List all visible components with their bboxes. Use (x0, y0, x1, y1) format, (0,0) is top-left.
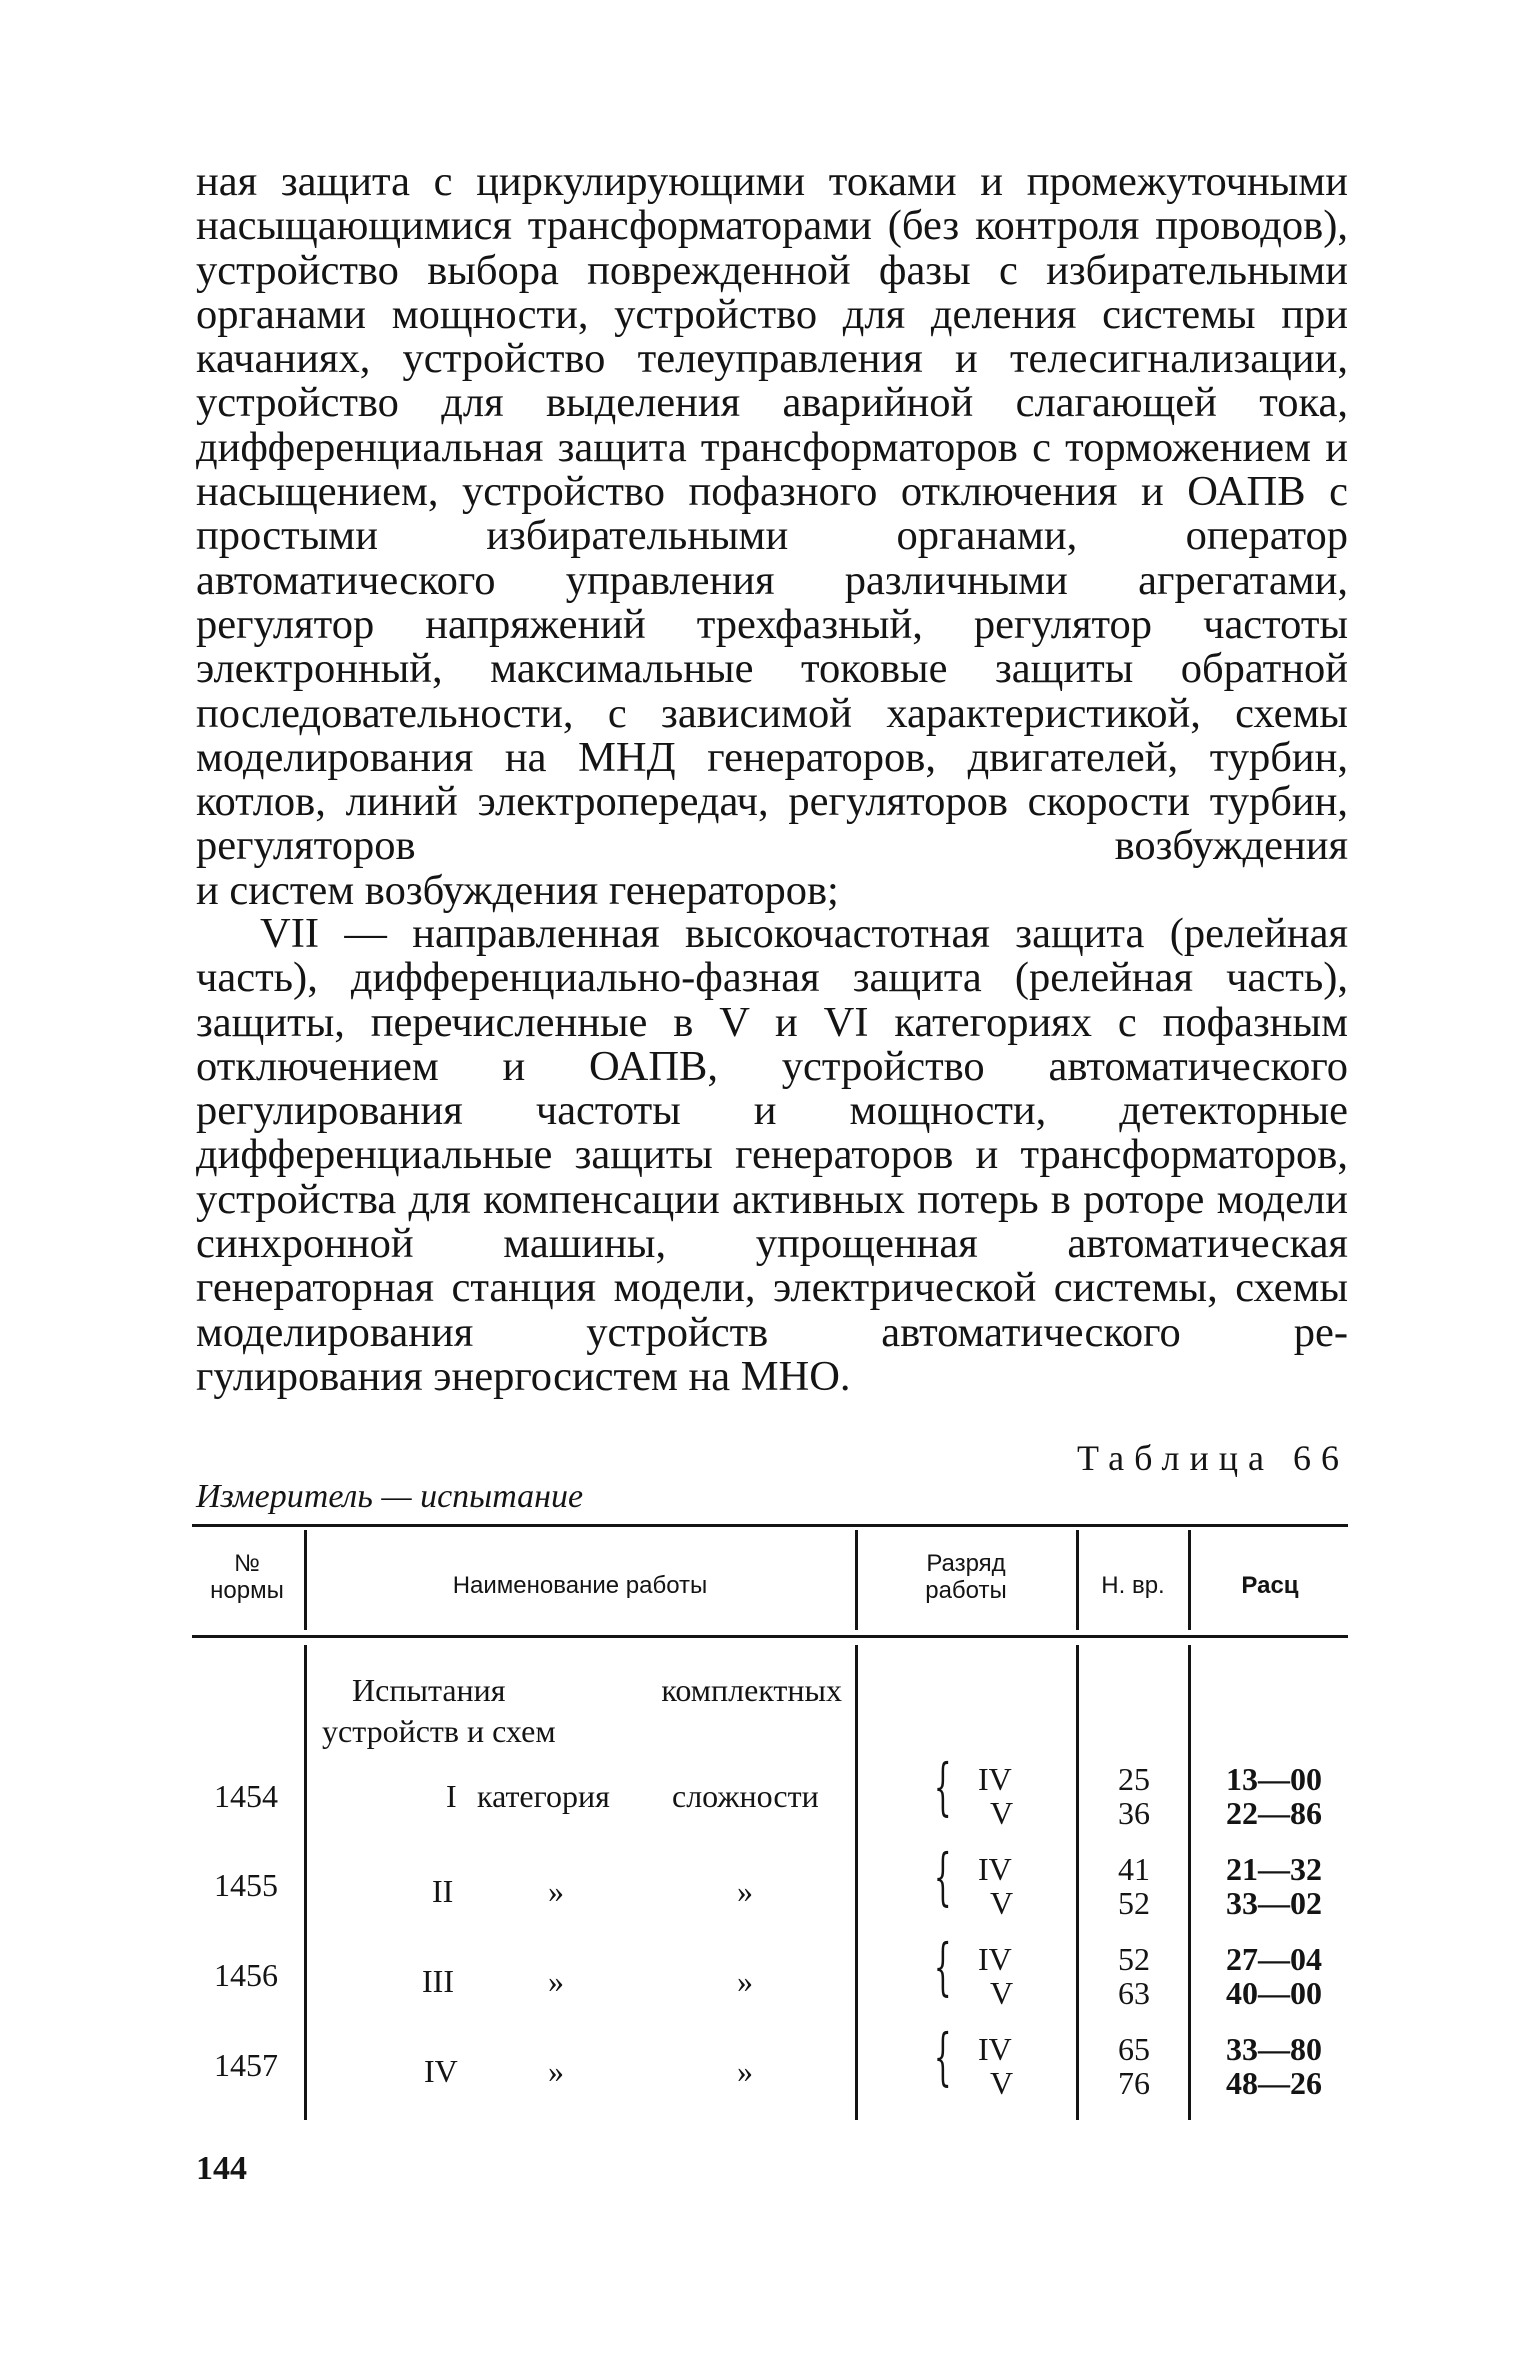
body-paragraph-1 (196, 160, 1348, 913)
paragraph-2-text: VII — направленная высокочастотная защита (релейная часть), дифференциально-фазная защита (релейная часть), защиты, перечисленные в V и VI категориях с пофазным отключением и ОАПВ, устройство автоматического регулирования частоты и мощности, детекторные дифференциальные защиты генераторов и трансформаторов, устройства для компенсации активных потерь в роторе модели синхронной машины, упрощенная автоматическая генераторная станция модели, электрической системы, схемы моделирования устройств автоматического ре- (196, 910, 1348, 1356)
row-norm: 1455 (214, 1867, 278, 1903)
row-grade-2: V (990, 1975, 1014, 2011)
row-rate-2: 48—26 (1226, 2065, 1322, 2101)
body-separator (1188, 1645, 1191, 2120)
row-grade-2: V (990, 1885, 1014, 1921)
paragraph-1-tail: и систем возбуждения генераторов; (196, 866, 839, 914)
row-hours-1: 52 (1118, 1941, 1150, 1977)
body-paragraph-2 (196, 912, 1348, 1399)
row-category: IV (424, 2053, 458, 2089)
row-category: II (432, 1873, 454, 1909)
row-grade-1: IV (978, 2031, 1012, 2067)
body-separator (304, 1645, 307, 2120)
row-hours-1: 25 (1118, 1761, 1150, 1797)
paragraph-1-text: ная защита с циркулирующими токами и промежуточными насыщающимися трансформаторами (без контроля проводов), устройство выбора поврежденной фазы с избирательными органами мощности, устройство для деления системы при качаниях, устройство телеуправления и телесигнализации, устройство для выделения аварийной слагающей тока, дифференциальная защита трансформаторов с торможением и насыщением, устройство пофазного отключения и ОАПВ с простыми избирательными органами, оператор автоматического управления различными агрегатами, регулятор напряжений трехфазный, регулятор частоты электронный, максимальные токовые защиты обратной последовательности, с зависимой характеристикой, схемы моделирования на МНД генераторов, двигателей, турбин, котлов, линий электропередач, регуляторов скорости турбин, регуляторов возбуждения (196, 158, 1348, 870)
group-title-line-1: Испытания комплектных (352, 1672, 842, 1708)
header-name: Наименование работы (452, 1572, 708, 1599)
row-rate-1: 13—00 (1226, 1761, 1322, 1797)
row-grade-2: V (990, 2065, 1014, 2101)
row-rate-1: 21—32 (1226, 1851, 1322, 1887)
header-separator (1188, 1530, 1191, 1630)
left-brace-icon: { (933, 1750, 952, 1823)
row-rate-2: 40—00 (1226, 1975, 1322, 2011)
row-hours-2: 52 (1118, 1885, 1150, 1921)
header-hours: Н. вр. (1101, 1572, 1165, 1599)
row-grade-1: IV (978, 1941, 1012, 1977)
row-category: III (422, 1963, 454, 1999)
header-separator (855, 1530, 858, 1630)
paragraph-2-tail: гулирования энергосистем на МНО. (196, 1352, 851, 1400)
table-top-rule (192, 1524, 1348, 1527)
body-separator (855, 1645, 858, 2120)
row-rate-2: 22—86 (1226, 1795, 1322, 1831)
left-brace-icon: { (933, 1930, 952, 2003)
header-separator (1076, 1530, 1079, 1630)
left-brace-icon: { (933, 2020, 952, 2093)
row-grade-1: IV (978, 1761, 1012, 1797)
table-header-rule (192, 1635, 1348, 1638)
row-mark-2: » (737, 1963, 753, 1999)
row-rate-1: 33—80 (1226, 2031, 1322, 2067)
row-mark-2: » (737, 1873, 753, 1909)
row-hours-1: 65 (1118, 2031, 1150, 2067)
row-hours-1: 41 (1118, 1851, 1150, 1887)
header-norm: № нормы (210, 1550, 284, 1604)
row-norm: 1456 (214, 1957, 278, 1993)
row-mark-2: сложности (672, 1778, 819, 1814)
row-mark-1: » (548, 1873, 564, 1909)
row-grade-2: V (990, 1795, 1014, 1831)
left-brace-icon: { (933, 1840, 952, 1913)
header-rate: Расц (1241, 1572, 1299, 1599)
row-grade-1: IV (978, 1851, 1012, 1887)
row-mark-2: » (737, 2053, 753, 2089)
table-subtitle: Измеритель — испытание (196, 1478, 584, 1515)
row-mark-1: » (548, 1963, 564, 1999)
row-norm: 1454 (214, 1778, 278, 1814)
row-mark-1: категория (477, 1778, 610, 1814)
row-hours-2: 36 (1118, 1795, 1150, 1831)
row-rate-2: 33—02 (1226, 1885, 1322, 1921)
page-number: 144 (196, 2150, 247, 2187)
row-category: I (446, 1778, 457, 1814)
row-rate-1: 27—04 (1226, 1941, 1322, 1977)
group-title-line-2: устройств и схем (322, 1713, 556, 1749)
row-norm: 1457 (214, 2047, 278, 2083)
header-separator (304, 1530, 307, 1630)
row-hours-2: 63 (1118, 1975, 1150, 2011)
header-grade: Разряд работы (925, 1550, 1007, 1604)
row-mark-1: » (548, 2053, 564, 2089)
row-hours-2: 76 (1118, 2065, 1150, 2101)
table-caption: Таблица 66 (1077, 1438, 1349, 1478)
body-separator (1076, 1645, 1079, 2120)
